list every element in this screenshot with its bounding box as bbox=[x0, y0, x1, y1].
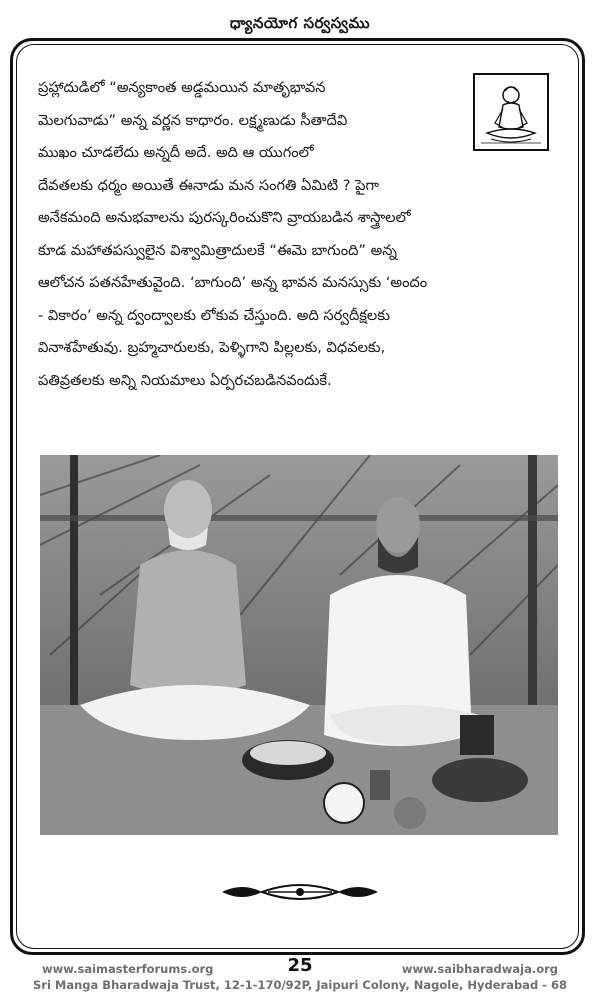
body-line: మెలగువాడు” అన్న వర్ణన కాధారం. లక్ష్మణుడు సీతాదేవి bbox=[38, 111, 348, 129]
body-line: - వికారం’ అన్న ద్వంద్వాలకు లోకువ చేస్తుంది. అది సర్వదీక్షలకు bbox=[38, 306, 390, 324]
footer-website-left: www.saimasterforums.org bbox=[42, 962, 214, 976]
page-header-title: ధ్యానయోగ సర్వస్వము bbox=[229, 14, 371, 32]
page-number: 25 bbox=[287, 955, 313, 976]
body-line: ఆలోచన పతనహేతువైంది. ‘బాగుంది’ అన్న భావన మనస్సుకు ‘అందం bbox=[38, 274, 428, 291]
body-line: దేవతలకు ధర్మం అయితే ఈనాడు మన సంగతి ఏమిటి ? పైగా bbox=[38, 176, 379, 194]
body-line: కూడ మహాతపస్వులైన విశ్వామిత్రాదులకే “ఈమె బాగుంది” అన్న bbox=[38, 241, 397, 259]
footer-address: Sri Manga Bharadwaja Trust, 12-1-170/92P, Jaipuri Colony, Nagole, Hyderabad - 68 bbox=[33, 978, 567, 992]
body-line: ప్రహ్లాదుడిలో “అన్యకాంత అడ్డమయిన మాతృభావన bbox=[38, 79, 326, 96]
body-line: వినాశహేతువు. బ్రహ్మచారులకు, పెళ్ళిగాని పిల్లలకు, విధవలకు, bbox=[38, 339, 386, 356]
decorative-divider-ornament bbox=[218, 880, 382, 904]
body-line: అనేకమంది అనుభవాలను పురస్కరించుకొని వ్రాయబడిన శాస్త్రాలలో bbox=[38, 209, 411, 226]
body-paragraph bbox=[38, 72, 566, 397]
footer-website-right: www.saibharadwaja.org bbox=[401, 962, 558, 976]
body-line: పతివ్రతలకు అన్ని నియమాలు ఏర్పరచబడినవందుకే. bbox=[38, 371, 332, 389]
photograph-two-seated-men bbox=[40, 455, 558, 835]
body-line: ముఖం చూడలేదు అన్నదీ అదే. అది ఆ యుగంలో bbox=[38, 144, 314, 161]
